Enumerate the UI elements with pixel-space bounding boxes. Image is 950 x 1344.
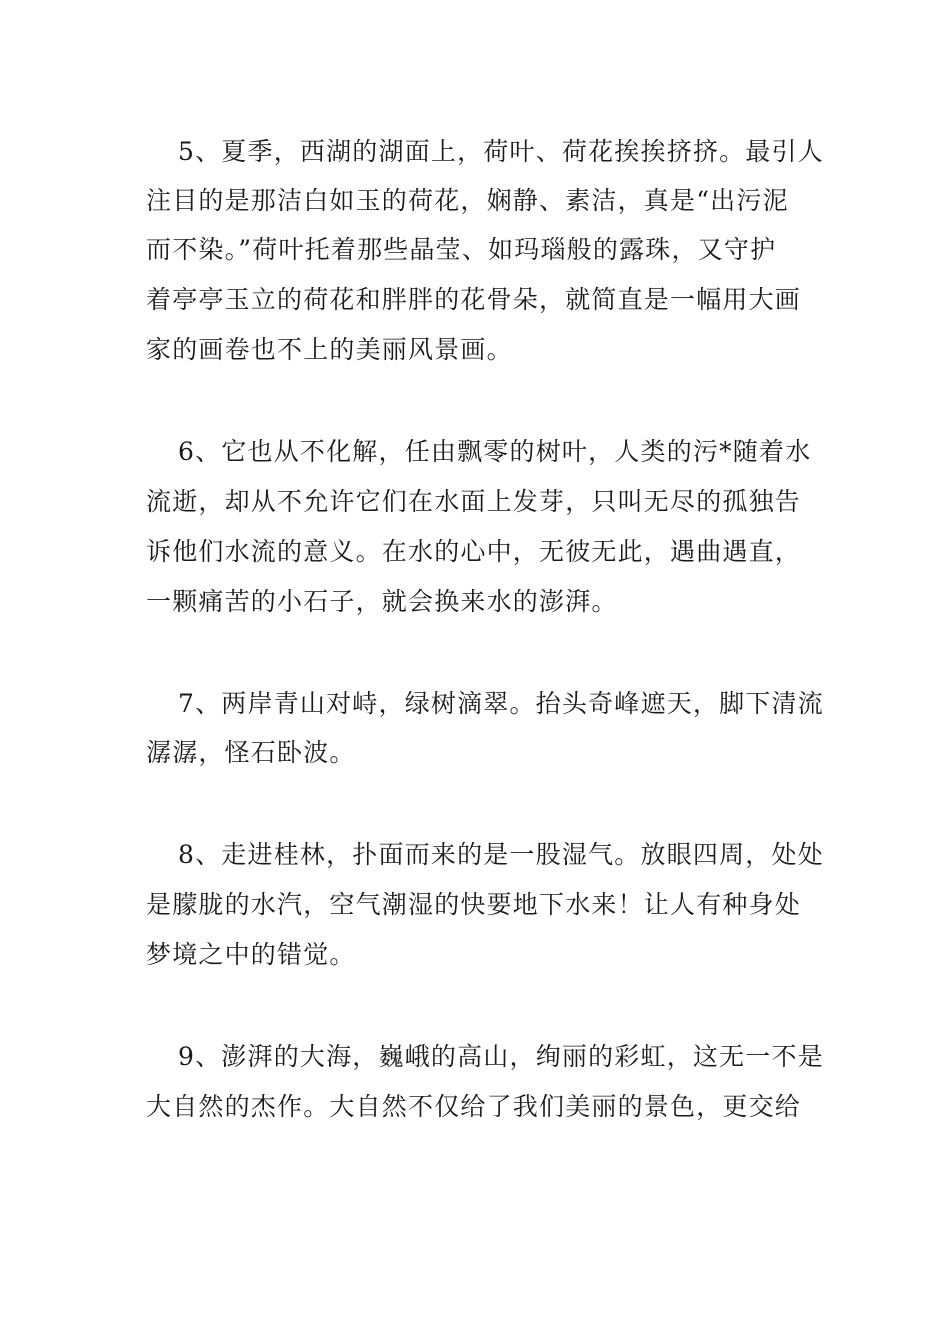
paragraph-line: 5、夏季，西湖的湖面上，荷叶、荷花挨挨挤挤。最引人 — [178, 137, 824, 166]
paragraph-line: 7、两岸青山对峙，绿树滴翠。抬头奇峰遮天，脚下清流 — [178, 689, 824, 718]
paragraph-line: 注目的是那洁白如玉的荷花，娴静、素洁，真是“出污泥 — [146, 186, 789, 215]
paragraph-line: 一颗痛苦的小石子，就会换来水的澎湃。 — [146, 587, 618, 616]
paragraph-line: 9、澎湃的大海，巍峨的高山，绚丽的彩虹，这无一不是 — [178, 1042, 824, 1071]
paragraph-line: 8、走进桂林，扑面而来的是一股湿气。放眼四周，处处 — [178, 840, 824, 869]
paragraph-line: 是朦胧的水汽，空气潮湿的快要地下水来！让人有种身处 — [146, 890, 802, 919]
paragraph-line: 潺潺，怪石卧波。 — [146, 738, 356, 767]
paragraph-line: 诉他们水流的意义。在水的心中，无彼无此，遇曲遇直， — [146, 537, 802, 566]
paragraph-line: 大自然的杰作。大自然不仅给了我们美丽的景色，更交给 — [146, 1092, 802, 1121]
paragraph-line: 6、它也从不化解，任由飘零的树叶，人类的污*随着水 — [178, 437, 812, 466]
paragraph-line: 着亭亭玉立的荷花和胖胖的花骨朵，就简直是一幅用大画 — [146, 285, 802, 314]
paragraph-line: 家的画卷也不上的美丽风景画。 — [146, 335, 513, 364]
paragraph-line: 而不染。”荷叶托着那些晶莹、如玛瑙般的露珠，又守护 — [146, 235, 777, 264]
paragraph-line: 梦境之中的错觉。 — [146, 940, 356, 969]
paragraph-line: 流逝，却从不允许它们在水面上发芽，只叫无尽的孤独告 — [146, 487, 802, 516]
